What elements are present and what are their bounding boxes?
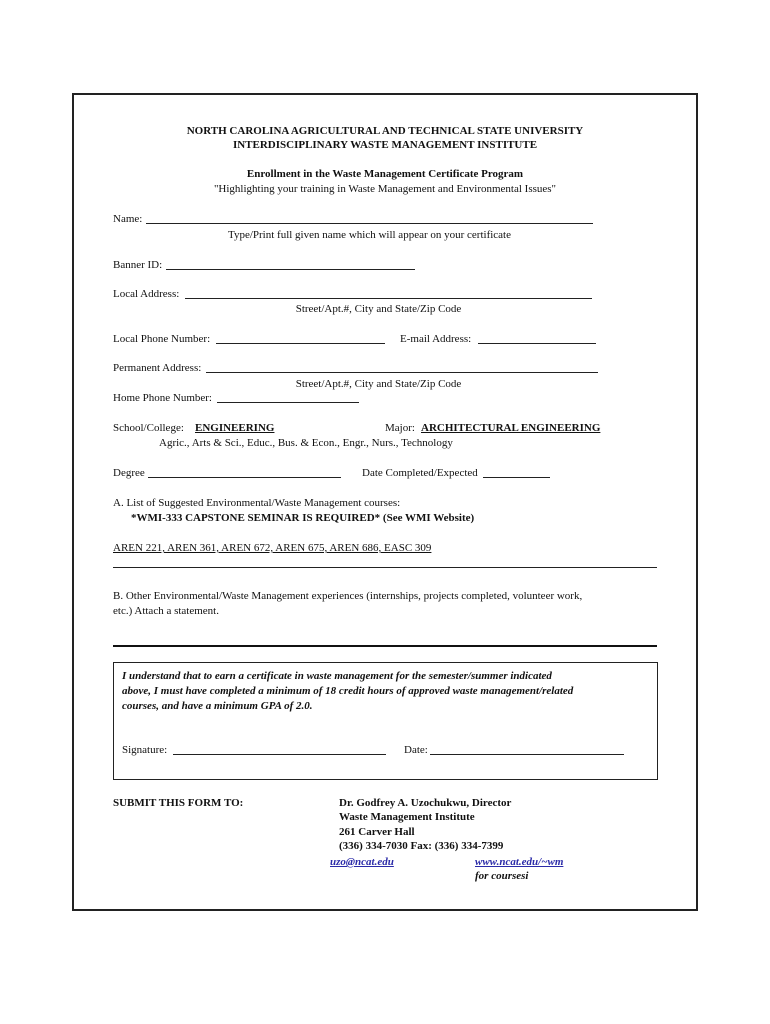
signature-field[interactable] <box>173 754 386 755</box>
email-label: E-mail Address: <box>400 333 472 345</box>
school-hint: Agric., Arts & Sci., Educ., Bus. & Econ., Engr., Nurs., Technology <box>159 437 453 449</box>
banner-id-field[interactable] <box>166 269 415 270</box>
agreement-line3: courses, and have a minimum GPA of 2.0. <box>122 700 313 712</box>
banner-id-label: Banner ID: <box>113 259 163 271</box>
agreement-line2: above, I must have completed a minimum of 18 credit hours of approved waste management/related <box>122 685 574 697</box>
courses-underline <box>113 567 657 568</box>
contact-address: 261 Carver Hall <box>339 826 415 838</box>
form-title: Enrollment in the Waste Management Certificate Program <box>246 168 524 180</box>
signature-label: Signature: <box>122 744 168 756</box>
signature-date-label: Date: <box>404 744 428 756</box>
section-b-line2: etc.) Attach a statement. <box>113 605 219 617</box>
major-label: Major: <box>385 422 415 434</box>
local-phone-label: Local Phone Number: <box>113 333 211 345</box>
school-label: School/College: <box>113 422 184 434</box>
email-field[interactable] <box>478 343 596 344</box>
university-title: NORTH CAROLINA AGRICULTURAL AND TECHNICAL STATE UNIVERSITY <box>186 125 584 137</box>
website-link[interactable]: www.ncat.edu/~wm <box>475 856 564 868</box>
course-list[interactable]: AREN 221, AREN 361, AREN 672, AREN 675, AREN 686, EASC 309 <box>113 542 432 554</box>
school-value[interactable]: ENGINEERING <box>195 422 275 434</box>
date-completed-label: Date Completed/Expected <box>362 467 478 479</box>
contact-org: Waste Management Institute <box>339 811 475 823</box>
degree-field[interactable] <box>148 477 341 478</box>
submit-label: SUBMIT THIS FORM TO: <box>113 797 244 809</box>
home-phone-field[interactable] <box>217 402 359 403</box>
name-field[interactable] <box>146 223 593 224</box>
major-value[interactable]: ARCHITECTURAL ENGINEERING <box>421 422 601 434</box>
contact-phone: (336) 334-7030 Fax: (336) 334-7399 <box>339 840 504 852</box>
contact-name: Dr. Godfrey A. Uzochukwu, Director <box>339 797 512 809</box>
section-divider <box>113 645 657 647</box>
permanent-address-field[interactable] <box>206 372 598 373</box>
contact-email-link[interactable]: uzo@ncat.edu <box>330 856 394 868</box>
name-hint: Type/Print full given name which will appear on your certificate <box>228 229 511 241</box>
website-note: for coursesi <box>475 870 529 882</box>
section-b-line1: B. Other Environmental/Waste Management experiences (internships, projects completed, volunteer work, <box>113 590 583 602</box>
local-address-label: Local Address: <box>113 288 180 300</box>
institute-title: INTERDISCIPLINARY WASTE MANAGEMENT INSTITUTE <box>232 139 538 151</box>
local-address-field[interactable] <box>185 298 592 299</box>
required-course-note: *WMI-333 CAPSTONE SEMINAR IS REQUIRED* (See WMI Website) <box>131 512 475 524</box>
local-phone-field[interactable] <box>216 343 385 344</box>
section-a-heading: A. List of Suggested Environmental/Waste Management courses: <box>113 497 401 509</box>
date-completed-field[interactable] <box>483 477 550 478</box>
local-address-hint: Street/Apt.#, City and State/Zip Code <box>295 303 462 315</box>
permanent-address-label: Permanent Address: <box>113 362 202 374</box>
signature-date-field[interactable] <box>430 754 624 755</box>
agreement-line1: I understand that to earn a certificate in waste management for the semester/summer indicated <box>122 670 552 682</box>
degree-label: Degree <box>113 467 145 479</box>
tagline: "Highlighting your training in Waste Management and Environmental Issues" <box>213 183 557 195</box>
permanent-address-hint: Street/Apt.#, City and State/Zip Code <box>295 378 462 390</box>
home-phone-label: Home Phone Number: <box>113 392 212 404</box>
name-label: Name: <box>113 213 143 225</box>
